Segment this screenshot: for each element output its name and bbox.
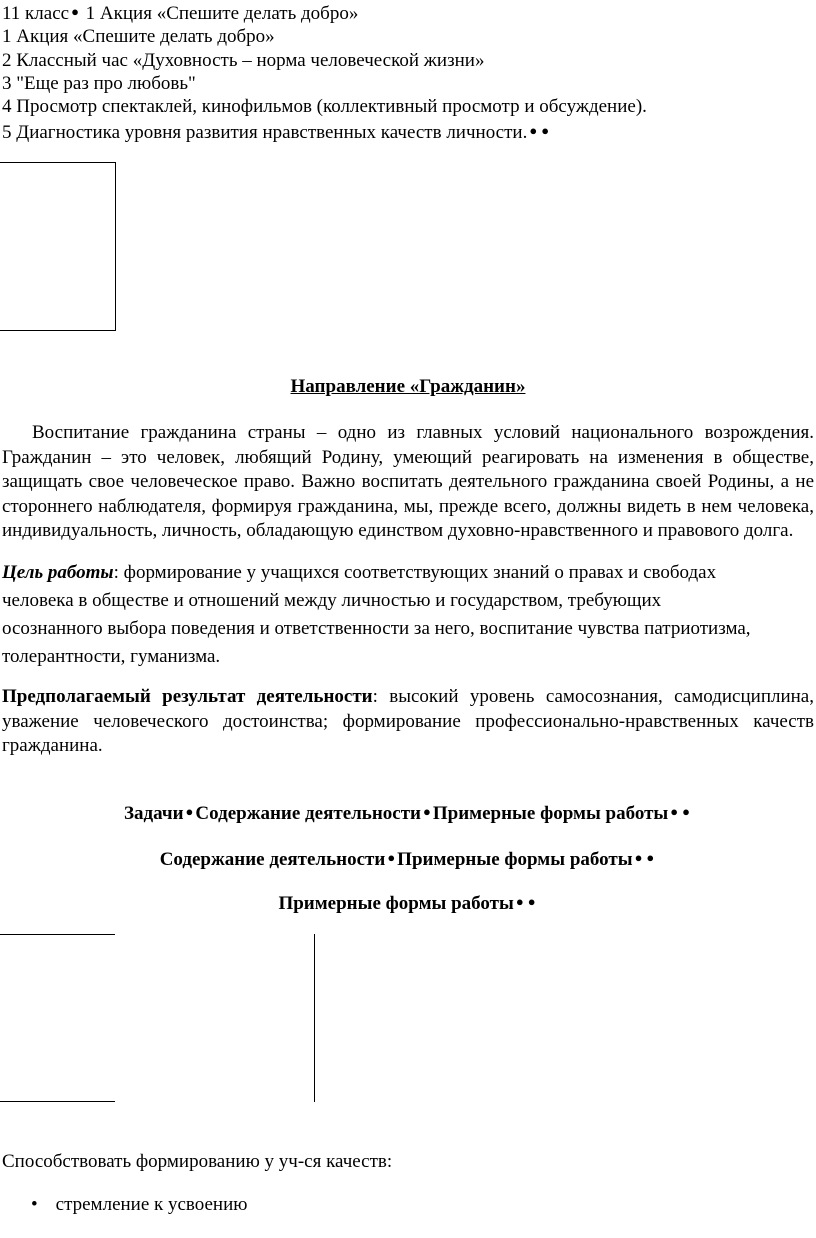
- section-title: [0, 375, 816, 399]
- bullet-icon: ●: [682, 804, 690, 819]
- header-content: Содержание деятельности: [195, 803, 422, 824]
- class-label: 11 класс: [2, 3, 70, 24]
- list-item-text: 5 Диагностика уровня развития нравственных качеств личности.: [2, 122, 528, 143]
- frame-line-vertical: [314, 934, 315, 1102]
- goal-text: : формирование у учащихся соответствующих знаний о правах и свободах: [113, 562, 717, 583]
- goal-label: Цель работы: [2, 562, 114, 583]
- result-label: Предполагаемый результат деятельности: [2, 686, 373, 707]
- header-forms: Примерные формы работы: [278, 893, 514, 914]
- list-line-1: 1 Акция «Спешите делать добро»: [2, 26, 275, 47]
- table-header-row-3: [0, 890, 816, 916]
- result-paragraph: [2, 685, 814, 759]
- header-tasks: Задачи: [124, 803, 184, 824]
- section-title-text: Направление «Гражданин»: [290, 376, 526, 397]
- header-forms: Примерные формы работы: [397, 849, 633, 870]
- bullet-icon: ●: [527, 894, 536, 909]
- list-line-3: 3 "Еще раз про любовь": [2, 73, 196, 94]
- goal-line-3: толерантности, гуманизма.: [2, 646, 221, 667]
- bullet-icon: ●: [387, 850, 396, 865]
- list-item-text: 1 Акция «Спешите делать добро»: [80, 3, 359, 24]
- bullet-icon: ●: [541, 123, 550, 138]
- goal-line-0: [2, 561, 716, 585]
- header-forms: Примерные формы работы: [432, 803, 669, 824]
- bullet-icon: ●: [634, 850, 643, 865]
- goal-line-1: человека в обществе и отношений между личностью и государством, требующих: [2, 590, 662, 611]
- bottom-intro: Способствовать формированию у уч-ся качеств:: [2, 1151, 393, 1172]
- bullet-icon: ●: [185, 804, 194, 819]
- empty-frame: [0, 162, 116, 331]
- bullet-item-text: стремление к усвоению: [55, 1194, 248, 1215]
- list-line-0: [2, 0, 358, 26]
- intro-paragraph: Воспитание гражданина страны – одно из главных условий национального возрождения. Гражданин – это человек, любящий Родину, умеющий реагировать на изменения в обществе, защищать свое человеческое право. Важно воспитать деятельного гражданина своей Родины, а не стороннего наблюдателя, формируя гражданина, мы, прежде всего, должны видеть в нем человека, индивидуальность, личность, обладающую единством духовно-нравственного и правового долга.: [2, 422, 814, 541]
- bullet-icon: ●: [670, 804, 679, 819]
- list-line-2: 2 Классный час «Духовность – норма человеческой жизни»: [2, 50, 485, 71]
- list-line-4: 4 Просмотр спектаклей, кинофильмов (коллективный просмотр и обсуждение).: [2, 96, 647, 117]
- list-line-5: [2, 119, 551, 145]
- bullet-icon: •: [31, 1194, 38, 1215]
- bullet-icon: ●: [71, 4, 79, 19]
- goal-line-2: осознанного выбора поведения и ответственности за него, воспитание чувства патриотизма,: [2, 618, 751, 639]
- frame-line-bottom: [0, 1101, 115, 1102]
- result-text: : высокий уровень самосознания, самодисциплина, уважение человеческого достоинства; формирование профессионально-нравственных качеств гражданина.: [2, 686, 814, 756]
- table-header-row-2: [0, 846, 816, 872]
- bullet-icon: ●: [515, 894, 524, 909]
- bullet-icon: ●: [529, 123, 538, 138]
- frame-line-top: [0, 934, 115, 935]
- header-content: Содержание деятельности: [159, 849, 386, 870]
- bullet-icon: ●: [423, 804, 431, 819]
- bullet-list-item: [31, 1193, 247, 1217]
- table-header-row-1: [0, 800, 816, 826]
- bullet-icon: ●: [646, 850, 655, 865]
